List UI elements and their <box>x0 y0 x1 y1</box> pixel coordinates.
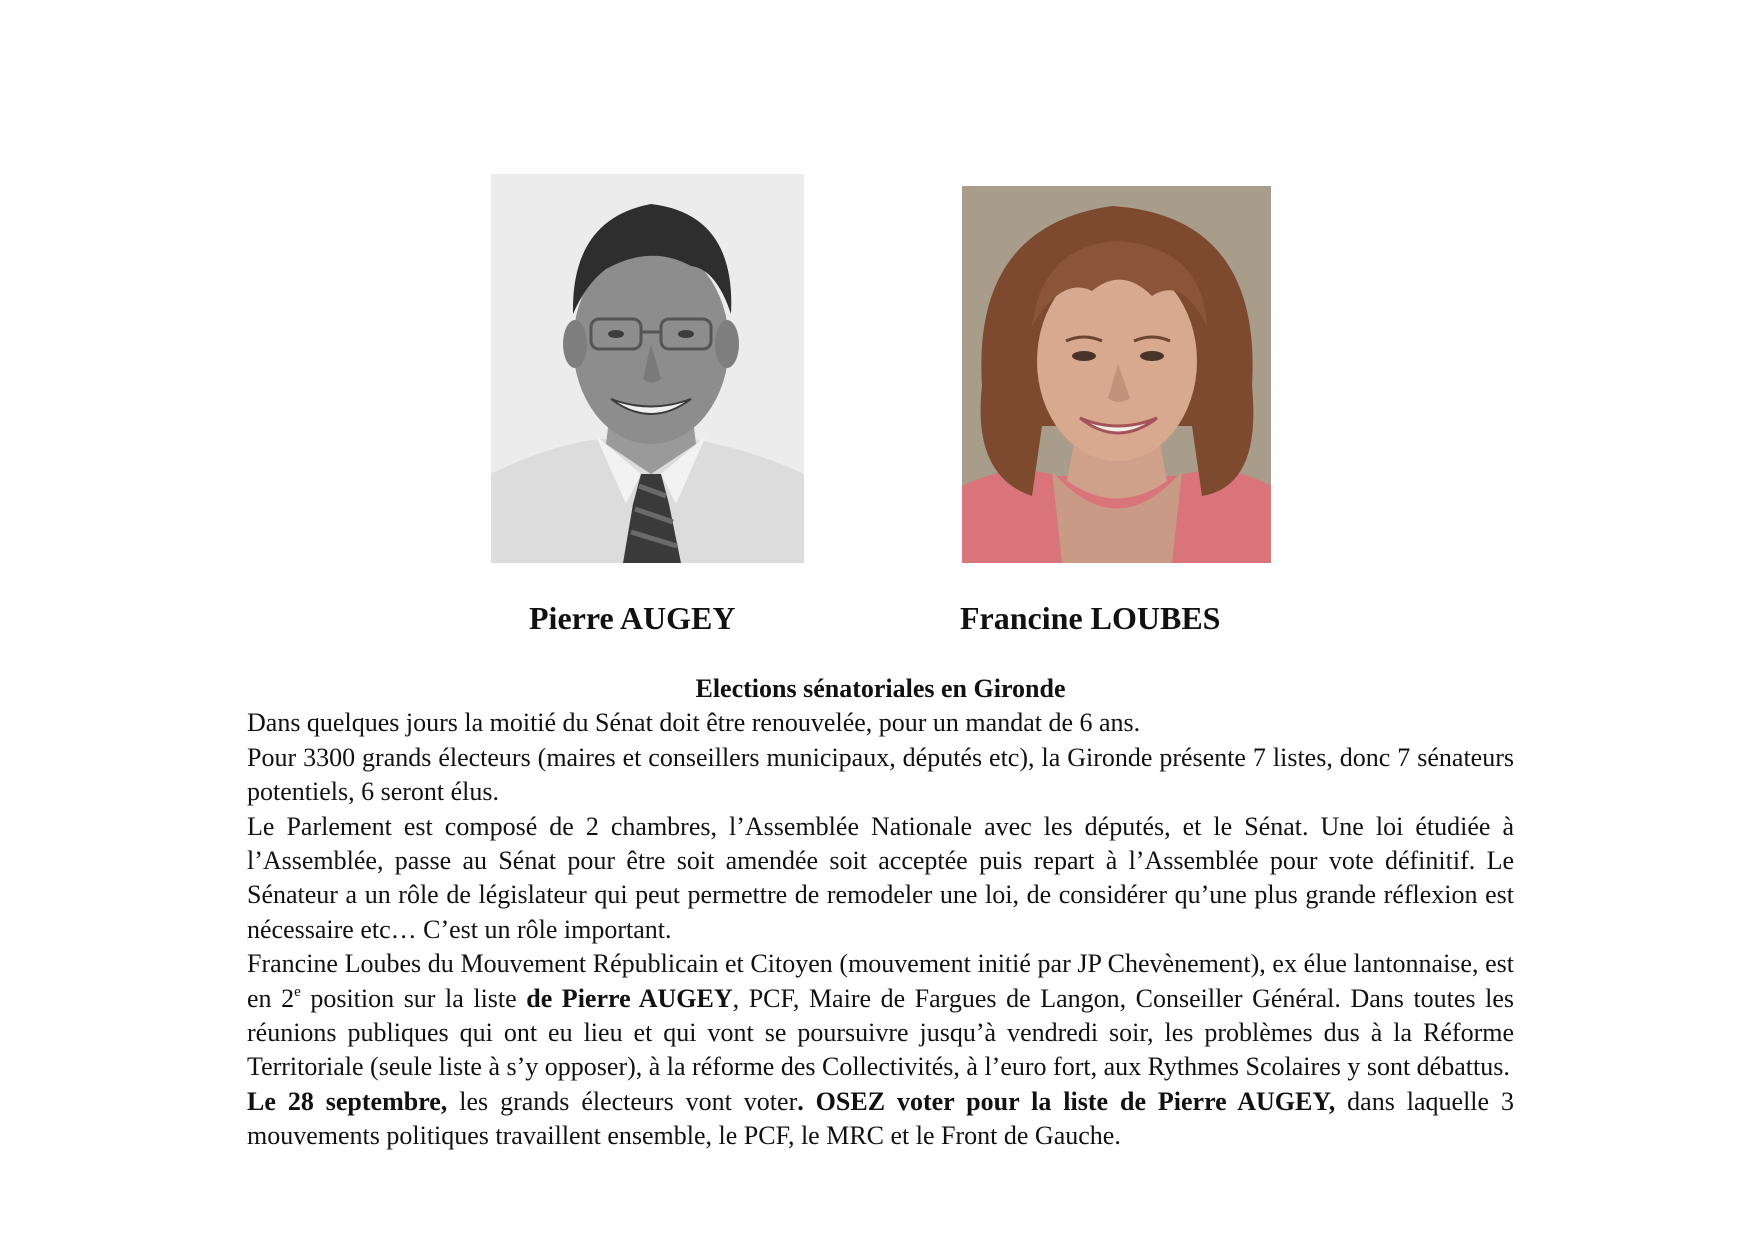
article <box>247 672 1514 1154</box>
paragraph-parliament: Le Parlement est composé de 2 chambres, l’Assemblée Nationale avec les députés, et le Sénat. Une loi étudiée à l’Assemblée, passe au Sénat pour être soit amendée soit acceptée puis repart à l’Assemblée pour vote définitif. Le Sénateur a un rôle de législateur qui peut permettre de remodeler une loi, de considérer qu’une plus grande réflexion est nécessaire etc… C’est un rôle important. <box>247 811 1514 944</box>
paragraph-gironde-lists: Pour 3300 grands électeurs (maires et conseillers municipaux, députés etc), la Gironde présente 7 listes, donc 7 sénateurs potentiels, 6 seront élus. <box>247 742 1514 807</box>
p4-superscript: e <box>294 983 301 1000</box>
photo-pierre-augey <box>491 174 804 563</box>
p4-text-3: , PCF, Maire de Fargues de Langon, Conseiller Général. Dans toutes les réunions publiques qui ont eu lieu et qui vont se poursuivre jusqu’à vendredi soir, les problèmes dus à la Réforme Territoriale (seule liste à s’y opposer), à la réforme des Collectivités, à l’euro fort, aux Rythmes Scolaires y sont débattus. <box>247 983 1514 1082</box>
p5-bold-date: Le 28 septembre, <box>247 1086 448 1116</box>
photo-francine-loubes <box>962 186 1271 563</box>
paragraph-senate-renewal: Dans quelques jours la moitié du Sénat doit être renouvelée, pour un mandat de 6 ans. <box>247 708 1141 738</box>
p4-text-1: Francine Loubes du Mouvement Républicain et Citoyen (mouvement initié par JP Chevènement), ex élue lantonnaise, est en 2 <box>247 949 1514 1013</box>
candidate-name-augey: Pierre AUGEY <box>529 600 736 636</box>
paragraph-call-to-vote <box>247 1085 1514 1154</box>
p5-text-1: les grands électeurs vont voter <box>447 1086 798 1116</box>
p5-text-2: dans laquelle 3 mouvements politiques travaillent ensemble, le PCF, le MRC et le Front de Gauche. <box>247 1086 1514 1151</box>
p4-text-2: position sur la liste <box>300 983 527 1013</box>
p4-bold-augey: de Pierre AUGEY <box>526 983 733 1013</box>
paragraph-francine-loubes <box>247 947 1514 1085</box>
p5-bold-osez: . OSEZ voter pour la liste de Pierre AUGEY, <box>797 1086 1336 1116</box>
article-title: Elections sénatoriales en Gironde <box>695 674 1066 703</box>
candidate-name-loubes: Francine LOUBES <box>960 600 1221 636</box>
